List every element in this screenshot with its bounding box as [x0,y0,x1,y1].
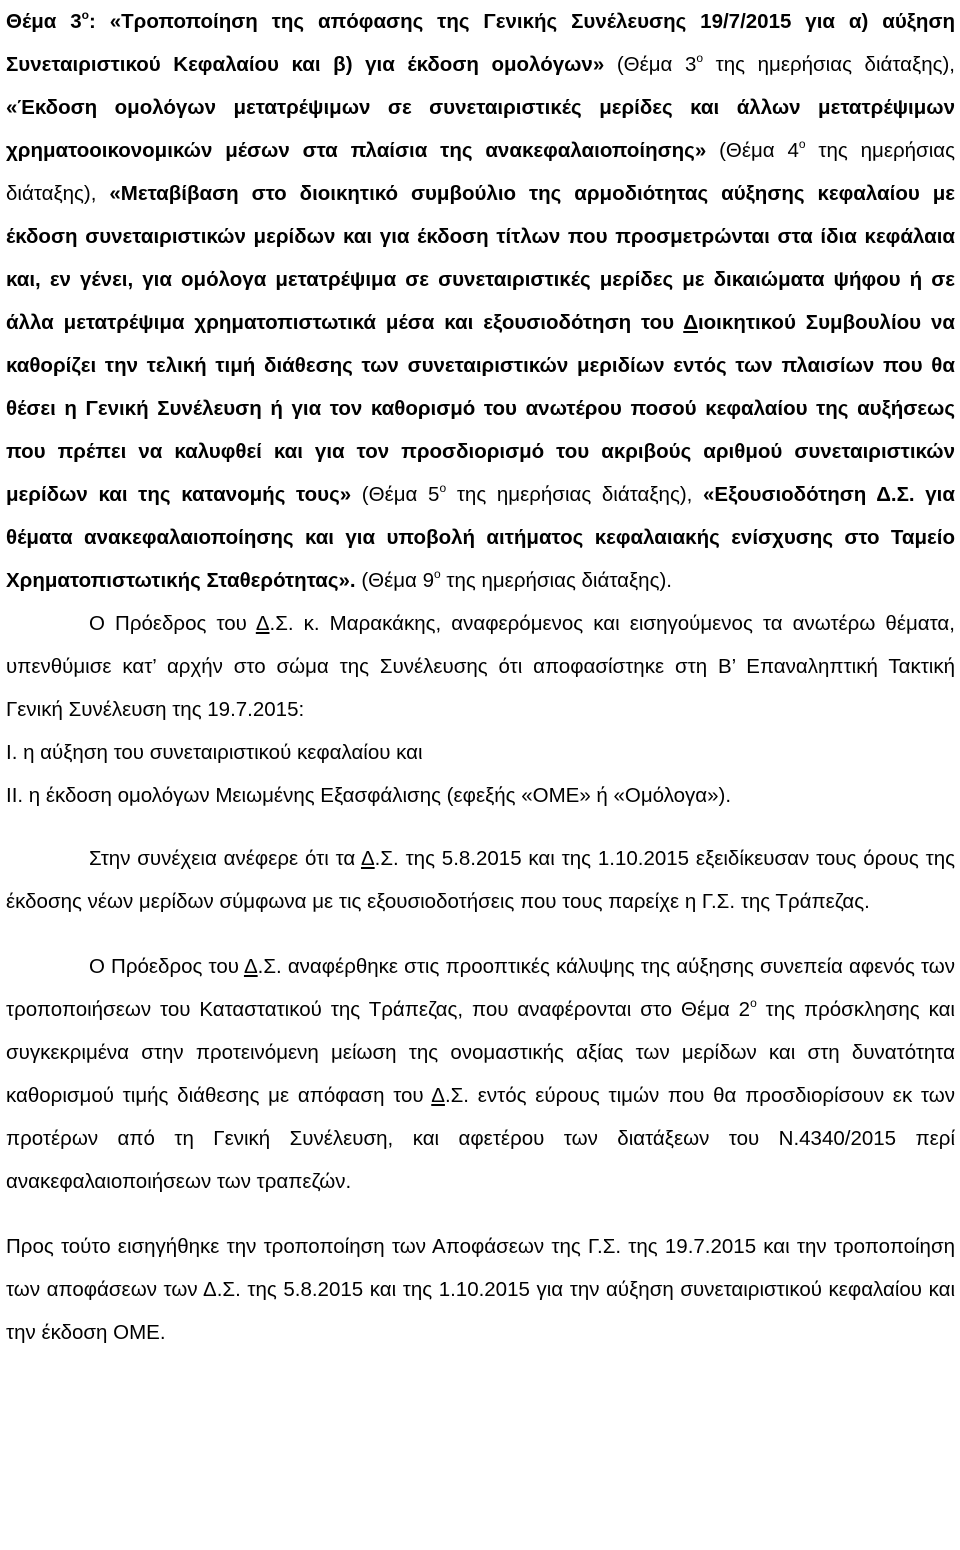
topic-paragraph [6,0,955,602]
agenda-ref: (Θέμα 4 [706,139,799,162]
superscript: ο [434,567,441,581]
agenda-ref-tail: της ημερήσιας διάταξης). [440,569,672,592]
agenda-ref: (Θέμα 9 [355,569,435,592]
agenda-ref-tail: της ημερήσιας διάταξης), [703,53,956,76]
topic-title: : «Τροποποίηση της απόφασης της Γενικής Συνέλευσης 19/7/2015 για α) αύξηση Συνεταιριστικού Κεφαλαίου και β) για έκδοση ομολόγων» [6,10,956,76]
superscript: ο [696,51,704,65]
superscript: ο [439,481,447,495]
prospects-paragraph: Ο Πρόεδρος του Δ.Σ. αναφέρθηκε στις προοπτικές κάλυψης της αύξησης συνεπεία αφενός των τροποποιήσεων του Καταστατικού της Τράπεζας, που αναφέρονται στο Θέμα $2^o$ της πρόσκλησης και συγκεκριμένα στην προτεινόμενη μείωση της ονομαστικής αξίας των μερίδων και στη δυνατότητα καθορισμού τιμής διάθεσης με απόφαση του Δ.Σ. εντός εύρους τιμών που θα προσδιορίσουν εκ των προτέρων από τη Γενική Συνέλευση, και αφετέρου των διατάξεων του Ν.4340/2015 περί ανακεφαλαιοποιήσεων των τραπεζών. [6,955,955,1193]
decision-item-2: ΙΙ. η έκδοση ομολόγων Μειωμένης Εξασφάλισης (εφεξής «ΟΜΕ» ή «Ομόλογα»). [6,784,732,807]
agenda-ref-tail: της ημερήσιας διάταξης), [446,483,704,506]
agenda-ref-tail: της ημερήσιας διάταξης), [6,139,956,205]
topic-label: Θέμα 3 [6,10,82,33]
decision-item-1: Ι. η αύξηση του συνεταιριστικού κεφαλαίου και [6,741,423,764]
topic-title: «Μεταβίβαση στο διοικητικό συμβούλιο της αρμοδιότητας αύξησης κεφαλαίου με έκδοση συνεταιριστικών μερίδων και για έκδοση τίτλων που προσμετρώνται στα ίδια κεφάλαια και, εν γένει, για ομόλογα μετατρέψιμα σε συνεταιριστικές μερίδες με δικαιώματα ψήφου ή σε άλλα μετατρέψιμα χρηματοπιστωτικά μέσα και εξουσιοδότηση του Διοικητικού Συμβουλίου να καθορίζει την τελική τιμή διάθεσης των συνεταιριστικών μεριδίων εντός των πλαισίων που θα θέσει η Γενική Συνέλευση ή για τον καθορισμό του ανωτέρου ποσού κεφαλαίου της αυξήσεως που πρέπει να καλυφθεί και για τον προσδιορισμό του ακριβούς αριθμού συνεταιριστικών μερίδων και της κατανομής τους» [6,182,956,506]
chairman-paragraph: Ο Πρόεδρος του Δ.Σ. κ. Μαρακάκης, αναφερόμενος και εισηγούμενος τα ανωτέρω θέματα, υπενθύμισε κατ’ αρχήν στο σώμα της Συνέλευσης ότι αποφασίστηκε στη Β’ Επαναληπτική Τακτική Γενική Συνέλευση της 19.7.2015: [6,612,955,721]
superscript: ο [81,8,90,22]
agenda-ref: (Θέμα 5 [351,483,440,506]
agenda-ref: (Θέμα 3 [604,53,697,76]
superscript: ο [798,137,806,151]
continuation-paragraph: Στην συνέχεια ανέφερε ότι τα Δ.Σ. της 5.8.2015 και της 1.10.2015 εξειδίκευσαν τους όρους της έκδοσης νέων μερίδων σύμφωνα με τις εξουσιοδοτήσεις που τους παρείχε η Γ.Σ. της Τράπεζας. [6,847,956,913]
topic-title: «Εξουσιοδότηση Δ.Σ. για θέματα ανακεφαλαιοποίησης και για υποβολή αιτήματος κεφαλαιακής ενίσχυσης στο Ταμείο Χρηματοπιστωτικής Σταθερότητας». [6,483,955,592]
proposal-paragraph: Προς τούτο εισηγήθηκε την τροποποίηση των Αποφάσεων της Γ.Σ. της 19.7.2015 και την τροποποίηση των αποφάσεων των Δ.Σ. της 5.8.2015 και της 1.10.2015 για την αύξηση συνεταιριστικού κεφαλαίου και την έκδοση ΟΜΕ. [6,1235,955,1344]
superscript: ο [750,996,757,1010]
topic-title: «Έκδοση ομολόγων μετατρέψιμων σε συνεταιριστικές μερίδες και άλλων μετατρέψιμων χρηματοοικονομικών μέσων στα πλαίσια της ανακεφαλαιοποίησης» [6,96,955,162]
